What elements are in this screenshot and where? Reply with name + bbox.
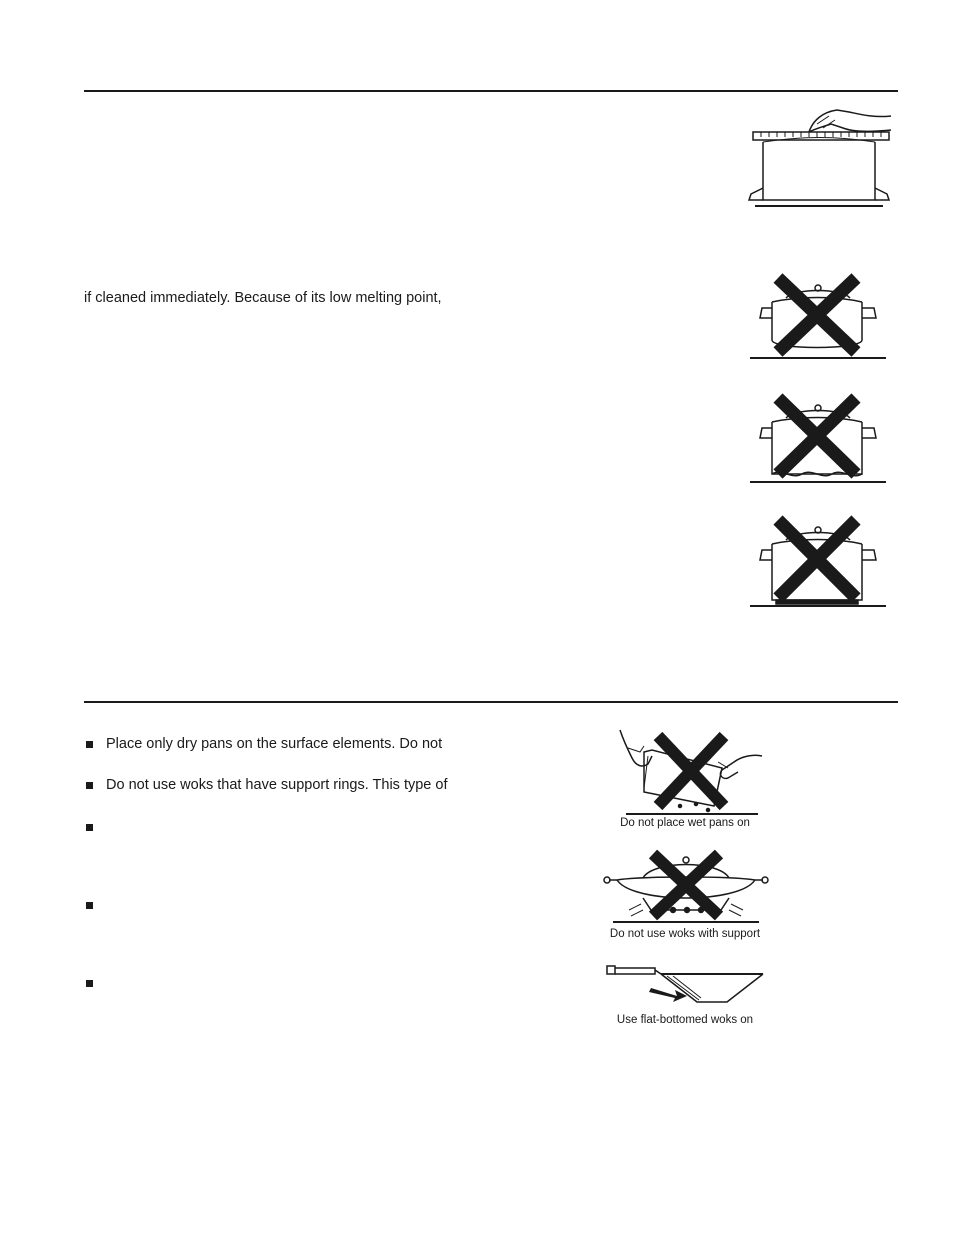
- caption-flat-woks: Use flat-bottomed woks on: [616, 1014, 754, 1026]
- section-divider-top: [84, 90, 898, 92]
- bullet-text: Place only dry pans on the surface elements. Do not: [106, 736, 443, 752]
- oversized-pan-illustration: [750, 516, 888, 608]
- bullet-marker: [86, 741, 93, 748]
- bullet-marker: [86, 782, 93, 789]
- wet-pan-illustration: [618, 728, 764, 816]
- caption-wet-pans: Do not place wet pans on: [620, 817, 750, 829]
- caption-woks-support: Do not use woks with support: [609, 928, 761, 940]
- warped-pan-illustration: [750, 394, 888, 486]
- section-divider-bottom: [84, 701, 898, 703]
- paragraph-line: if cleaned immediately. Because of its low melting point,: [84, 290, 442, 306]
- wok-support-ring-illustration: [603, 848, 769, 928]
- flat-bottom-wok-illustration: [603, 962, 769, 1012]
- bullet-marker: [86, 980, 93, 987]
- curved-bottom-pan-illustration: [750, 274, 888, 362]
- bullet-text: Do not use woks that have support rings. This type of: [106, 777, 448, 793]
- bullet-marker: [86, 902, 93, 909]
- flat-pan-ruler-illustration: [745, 108, 895, 214]
- bullet-marker: [86, 824, 93, 831]
